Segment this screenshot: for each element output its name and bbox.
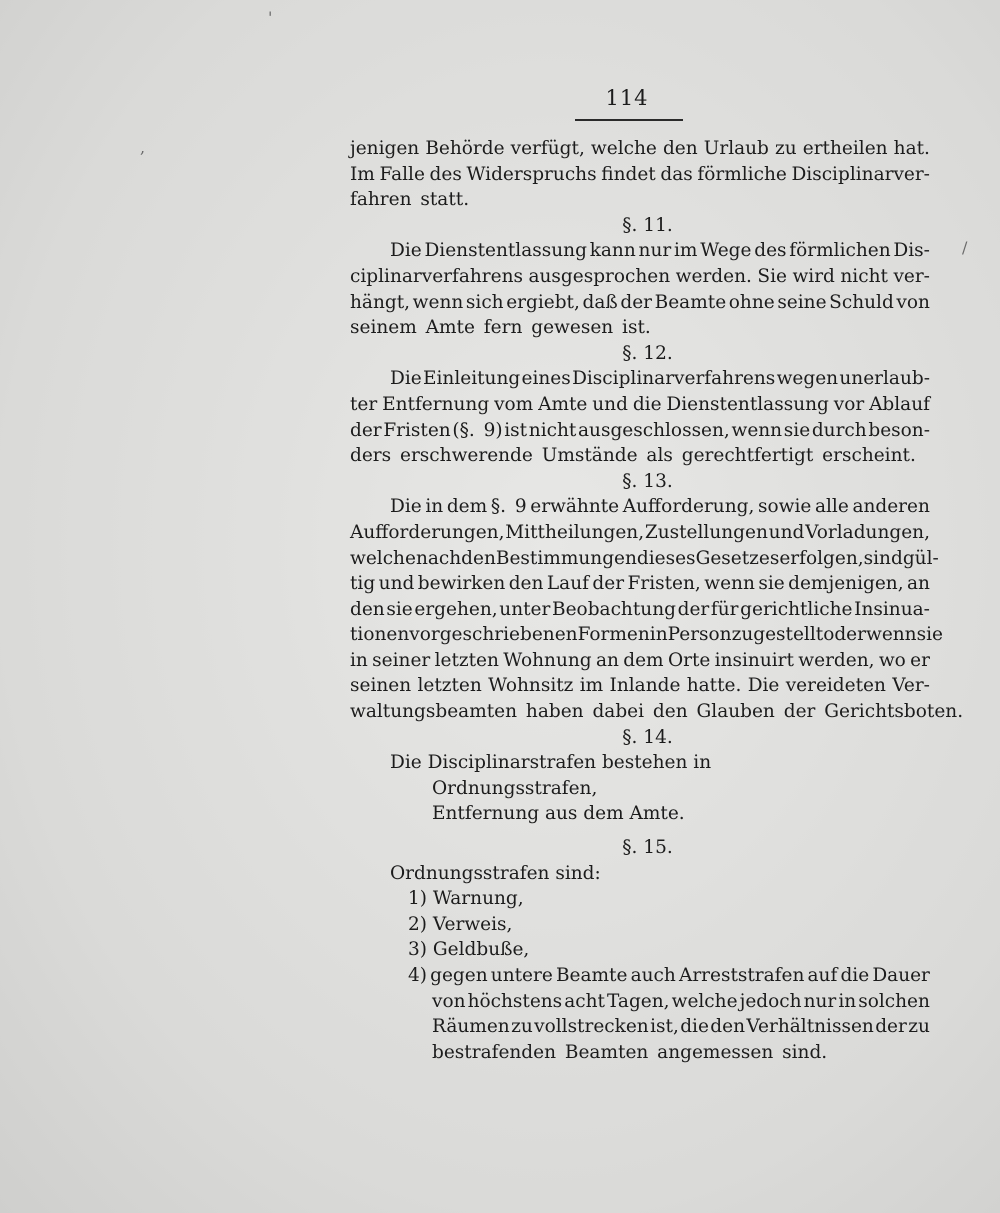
header-rule	[575, 119, 683, 121]
word: gül-	[902, 547, 939, 569]
word: Amte	[538, 393, 588, 415]
text-line	[350, 622, 943, 648]
word: fahren statt.	[350, 189, 470, 211]
word: beson-	[868, 419, 930, 441]
word: Insinua-	[854, 598, 930, 620]
word: Beamte	[555, 965, 628, 986]
text-line	[350, 699, 964, 725]
word: auch	[630, 965, 676, 986]
text-line	[350, 238, 930, 264]
list-item-4	[350, 963, 930, 1065]
text-line	[350, 264, 930, 290]
word: der	[677, 598, 710, 620]
word: Aufforderung,	[622, 496, 755, 518]
word: des	[429, 163, 462, 185]
word: Disciplinarver-	[791, 163, 930, 185]
word: und	[378, 573, 415, 595]
text-line	[350, 520, 930, 546]
word: ders erschwerende Umstände als gerechtfertigt erscheint.	[350, 445, 916, 467]
word: jedoch	[739, 990, 802, 1012]
word: Person	[667, 624, 732, 646]
word: wenn	[704, 573, 755, 595]
text-line	[350, 392, 930, 418]
word: wird	[792, 265, 835, 287]
word: an	[595, 649, 619, 671]
paragraph-15-intro: Ordnungsstrafen sind:	[390, 862, 601, 884]
word: sowie	[758, 496, 812, 518]
section-heading-12: §. 12.	[622, 342, 673, 364]
text-line	[350, 418, 930, 444]
word: ausgeschlossen,	[578, 419, 730, 441]
word: Inlande	[609, 675, 681, 697]
text-line	[350, 290, 930, 316]
word: Behörde	[425, 138, 505, 159]
word: nur	[638, 240, 672, 262]
word: jenigen	[350, 138, 420, 159]
word: Im	[350, 163, 375, 185]
word: nicht	[840, 265, 888, 287]
word: Zustellungen	[644, 521, 768, 543]
word: Fristen	[383, 419, 451, 441]
word: dieses	[636, 547, 696, 569]
word: tionen	[350, 624, 410, 646]
word: des	[754, 240, 787, 262]
word: Wohnung	[503, 649, 592, 671]
list-item: 2) Verweis,	[408, 913, 513, 935]
word: waltungsbeamten haben dabei den Glauben der Gerichtsboten.	[350, 701, 964, 723]
word: Bestimmungen	[495, 547, 637, 569]
word: sie	[916, 624, 943, 646]
word: den	[508, 573, 544, 595]
word: welche	[350, 547, 416, 569]
word: den	[350, 598, 385, 620]
word: Arreststrafen	[678, 965, 805, 986]
word: unerlaub-	[839, 368, 930, 390]
word: er	[910, 649, 930, 671]
word: sind	[863, 547, 903, 569]
word: Vorladungen,	[805, 521, 930, 543]
word: vollstrecken	[534, 1016, 649, 1038]
word: vereideten	[785, 675, 886, 697]
word: das	[660, 163, 693, 185]
word: Die	[390, 496, 422, 518]
word: daß	[582, 291, 618, 313]
word: Gesetzes	[695, 547, 780, 569]
text-line	[350, 597, 930, 623]
word: §. 9	[490, 496, 527, 518]
word: Ver-	[892, 675, 930, 697]
word: wegen	[776, 368, 839, 390]
margin-mark: '	[268, 8, 273, 27]
word: dem	[623, 649, 664, 671]
text-line	[350, 648, 930, 674]
document-body	[350, 136, 964, 1065]
word: Falle	[379, 163, 425, 185]
word: vor	[833, 393, 865, 415]
text-line	[408, 989, 930, 1015]
word: Dienstentlassung	[424, 240, 587, 262]
list-item: 3) Geldbuße,	[408, 939, 530, 961]
word: ergiebt,	[506, 291, 580, 313]
word: Tagen,	[607, 990, 670, 1012]
list-item: Ordnungsstrafen,	[432, 777, 598, 799]
word: Dienstentlassung	[666, 393, 829, 415]
word: wenn	[412, 291, 464, 313]
word: höchstens	[467, 990, 563, 1012]
word: 4)	[408, 965, 427, 986]
word: bewirken	[417, 573, 506, 595]
word: für	[710, 598, 739, 620]
word: hängt,	[350, 291, 411, 313]
word: den	[461, 547, 496, 569]
word: die	[680, 1016, 709, 1038]
word: sie	[758, 573, 785, 595]
word: sie	[783, 419, 811, 441]
word: der	[620, 291, 653, 313]
word: zugestellt	[731, 624, 824, 646]
word: die	[632, 393, 662, 415]
word: ergehen,	[414, 598, 498, 620]
word: vom	[494, 393, 534, 415]
text-line	[350, 546, 939, 572]
paragraph-11	[350, 238, 930, 340]
text-line	[350, 443, 930, 469]
word: alle	[814, 496, 849, 518]
word: dem	[446, 496, 488, 518]
word: Formen	[577, 624, 650, 646]
word: förmlichen	[789, 240, 891, 262]
word: wo	[878, 649, 906, 671]
word: Aufforderungen,	[350, 521, 505, 543]
word: im	[673, 240, 698, 262]
text-line	[350, 571, 930, 597]
word: ist	[504, 419, 528, 441]
word: von	[896, 291, 930, 313]
word: wenn	[731, 419, 783, 441]
word: Fristen,	[627, 573, 701, 595]
word: bestrafenden Beamten angemessen sind.	[432, 1041, 828, 1063]
margin-mark: ,	[140, 138, 146, 157]
word: der	[592, 573, 625, 595]
word: Widerspruchs	[466, 163, 597, 185]
word: hatte.	[686, 675, 742, 697]
word: sich	[465, 291, 504, 313]
word: (§. 9)	[452, 419, 503, 441]
word: Verhältnissen	[746, 1016, 874, 1038]
word: Dis-	[893, 240, 930, 262]
word: und	[592, 393, 628, 415]
word: ausgesprochen	[528, 265, 671, 287]
word: hat.	[893, 138, 930, 159]
word: an	[907, 573, 930, 595]
word: unter	[499, 598, 551, 620]
word: seinen	[350, 675, 412, 697]
word: den	[710, 1016, 746, 1038]
word: Wege	[700, 240, 752, 262]
word: Einleitung	[423, 368, 521, 390]
word: in	[425, 496, 444, 518]
word: in	[838, 990, 857, 1012]
word: nicht	[528, 419, 577, 441]
word: erfolgen,	[779, 547, 864, 569]
word: eines	[521, 368, 571, 390]
word: der	[350, 419, 382, 441]
word: Beamte	[654, 291, 727, 313]
word: demjenigen,	[788, 573, 904, 595]
word: werden,	[798, 649, 875, 671]
word: kann	[589, 240, 636, 262]
word: förmliche	[697, 163, 787, 185]
page-number: 114	[605, 86, 649, 110]
text-line	[408, 1014, 930, 1040]
word: zu	[511, 1016, 533, 1038]
word: ohne	[728, 291, 775, 313]
word: Ablauf	[869, 393, 930, 415]
word: in	[350, 649, 368, 671]
word: ist,	[650, 1016, 679, 1038]
word: insinuirt	[714, 649, 794, 671]
word: Beobachtung	[552, 598, 676, 620]
text-line	[350, 494, 930, 520]
word: die	[840, 965, 870, 986]
text-line	[350, 162, 930, 188]
word: in	[649, 624, 668, 646]
word: wenn	[865, 624, 917, 646]
word: Wohnsitz	[488, 675, 574, 697]
section-heading-14: §. 14.	[622, 726, 673, 748]
word: oder	[823, 624, 866, 646]
word: Die	[747, 675, 780, 697]
word: findet	[601, 163, 656, 185]
word: erwähnte	[530, 496, 620, 518]
word: Schuld	[829, 291, 894, 313]
list-item: Entfernung aus dem Amte.	[432, 803, 685, 825]
word: Lauf	[546, 573, 589, 595]
word: ertheilen	[802, 138, 888, 159]
word: nur	[803, 990, 837, 1012]
word: Sie	[757, 265, 787, 287]
word: und	[768, 521, 805, 543]
word: vorgeschriebenen	[409, 624, 578, 646]
word: ver-	[893, 265, 930, 287]
text-line	[350, 187, 930, 213]
text-line	[350, 673, 930, 699]
word: Orte	[667, 649, 711, 671]
word: seiner	[372, 649, 431, 671]
word: letzten	[434, 649, 499, 671]
word: untere	[490, 965, 553, 986]
word: von	[432, 990, 466, 1012]
section-heading-13: §. 13.	[622, 470, 673, 492]
word: seinem Amte fern gewesen ist.	[350, 317, 651, 339]
word: solchen	[858, 990, 930, 1012]
text-line	[408, 963, 930, 989]
word: Räumen	[432, 1016, 510, 1038]
word: zu	[908, 1016, 930, 1038]
word: welche	[590, 138, 657, 159]
text-line	[350, 366, 930, 392]
word: nach	[415, 547, 462, 569]
word: ter	[350, 393, 378, 415]
paragraph-13	[350, 494, 964, 724]
list-item: 1) Warnung,	[408, 888, 524, 910]
word: gerichtliche	[740, 598, 853, 620]
word: ciplinarverfahrens	[350, 265, 523, 287]
word: werden.	[675, 265, 752, 287]
word: letzten	[417, 675, 482, 697]
text-line	[350, 315, 930, 341]
word: Die	[390, 368, 422, 390]
word: acht	[564, 990, 605, 1012]
word: verfügt,	[510, 138, 585, 159]
paragraph-14-intro: Die Disciplinarstrafen bestehen in	[390, 752, 712, 774]
word: Entfernung	[382, 393, 490, 415]
margin-mark: /	[962, 238, 968, 257]
word: zu	[775, 138, 797, 159]
word: gegen	[430, 965, 488, 986]
word: tig	[350, 573, 376, 595]
word: sie	[386, 598, 413, 620]
text-line	[350, 136, 930, 162]
word: Mittheilungen,	[505, 521, 645, 543]
word: Urlaub	[703, 138, 769, 159]
text-line	[408, 1040, 930, 1066]
word: auf	[807, 965, 838, 986]
word: Disciplinarverfahrens	[572, 368, 776, 390]
word: im	[579, 675, 604, 697]
word: den	[662, 138, 698, 159]
paragraph-12	[350, 366, 930, 468]
word: Die	[390, 240, 422, 262]
word: Dauer	[872, 965, 930, 986]
word: welche	[671, 990, 738, 1012]
word: der	[875, 1016, 907, 1038]
section-heading-11: §. 11.	[622, 214, 673, 236]
section-heading-15: §. 15.	[622, 837, 673, 859]
word: anderen	[852, 496, 930, 518]
paragraph-continuation	[350, 136, 930, 213]
word: durch	[811, 419, 867, 441]
word: seine	[777, 291, 827, 313]
